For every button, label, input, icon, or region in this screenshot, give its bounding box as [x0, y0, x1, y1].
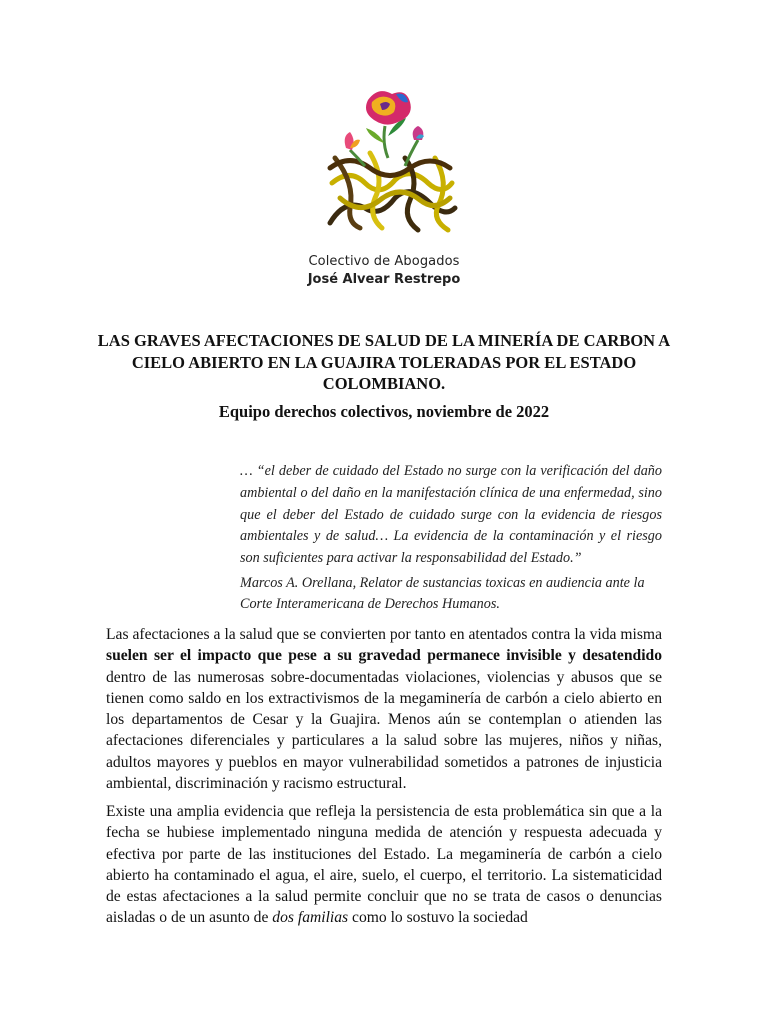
title-line: LAS GRAVES AFECTACIONES DE SALUD DE LA MINERÍA DE CARBON A [97, 331, 671, 350]
document-title [96, 330, 672, 395]
title-line: CIELO ABIERTO EN LA GUAJIRA TOLERADAS POR EL ESTADO [131, 352, 637, 372]
body-paragraph-1 [106, 624, 662, 794]
document-subtitle: Equipo derechos colectivos, noviembre de 2022 [218, 402, 550, 421]
body-paragraph-2 [106, 801, 662, 929]
quote-attribution: Marcos A. Orellana, Relator de sustancias toxicas en audiencia ante la Corte Interamericana de Derechos Humanos. [240, 575, 645, 612]
paragraph-text: Las afectaciones a la salud que se convierten por tanto en atentados contra la vida misma [106, 626, 662, 643]
title-line: COLOMBIANO. [322, 374, 446, 393]
organization-name-line1: Colectivo de Abogados [308, 254, 460, 269]
paragraph-text: Existe una amplia evidencia que refleja la persistencia de esta problemática sin que a la fecha se hubiese implementado ninguna medida de atención y respuesta adecuada y efectiva por parte de las instituciones del Estado. La megaminería de carbón a cielo abierto ha contaminado el agua, el aire, suelo, el cuerpo, el territorio. La sistematicidad de estas afectaciones a la salud permite concluir que no se trata de casos o denuncias aisladas o de un asunto de [106, 803, 662, 927]
rose-and-net-logo-icon [310, 88, 460, 238]
emphasized-text: suelen ser el impacto que pese a su gravedad permanece invisible y desatendido [106, 647, 662, 665]
italic-text: dos familias [272, 909, 349, 927]
paragraph-text: dentro de las numerosas sobre-documentadas violaciones, violencias y abusos que se tienen como saldo en los extractivismos de la megaminería de carbón a cielo abierto en los departamentos de Cesar y la Guajira. Menos aún se contemplan o atienden las afectaciones diferenciales y particulares a la salud sobre las mujeres, niños y niñas, adultos mayores y pueblos en mayor vulnerabilidad sometidos a patrones de injusticia ambiental, discriminación y racismo estructural. [106, 668, 662, 793]
paragraph-text: como lo sostuvo la sociedad [348, 909, 528, 927]
organization-name-line2: José Alvear Restrepo [307, 272, 461, 287]
epigraph-quote: … “el deber de cuidado del Estado no surge con la verificación del daño ambiental o del daño en la manifestación clínica de una enfermedad, sino que el deber del Estado de cuidado surge con la evidencia de riesgos ambientales y de salud… La evidencia de la contaminación y el riesgo son suficientes para activar la responsabilidad del Estado.” [240, 463, 662, 567]
